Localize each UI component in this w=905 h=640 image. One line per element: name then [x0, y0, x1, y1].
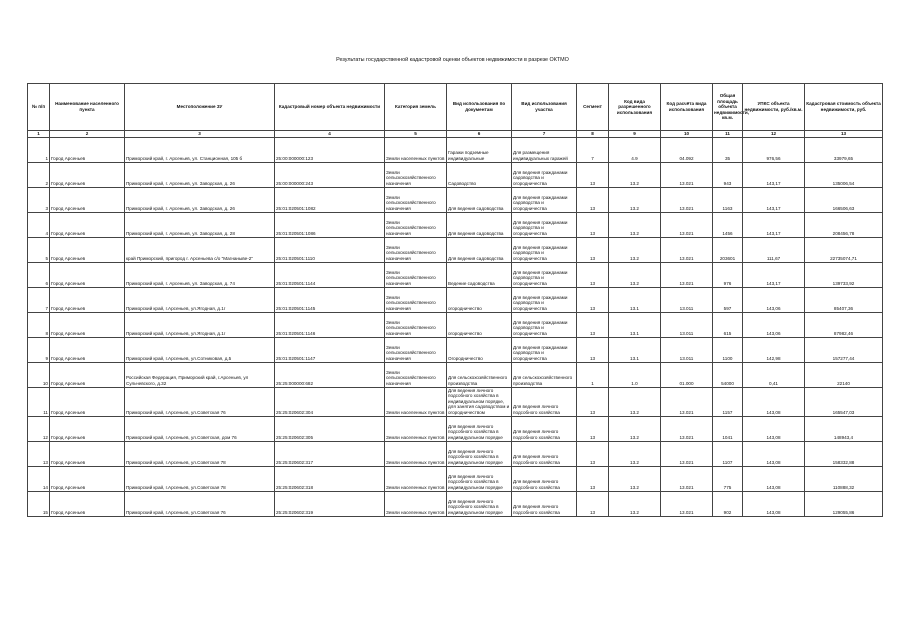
segment-cell: 13	[577, 312, 609, 337]
calculation-code-cell: 13.021	[661, 262, 713, 287]
settlement-cell: Город Арсеньев	[50, 466, 125, 491]
land-category-cell: Земли населенных пунктов	[385, 416, 447, 441]
settlement-cell: Город Арсеньев	[50, 137, 125, 162]
cadastral-number-cell: 25:25:020602:305	[275, 416, 385, 441]
table-row	[28, 162, 883, 187]
location-cell: Приморский край, г.Арсеньев, ул.Сотниковая, д.5	[125, 337, 275, 362]
lot-use-cell: Для ведения гражданами садоводства и огородничества	[512, 337, 577, 362]
land-category-cell: Земли сельскохозяйственного назначения	[385, 337, 447, 362]
use-by-documents-cell: Для сельскохозяйственного производства	[447, 362, 512, 387]
permitted-use-code-cell: 13.1	[609, 337, 661, 362]
column-header: Код расчёта вида использования	[661, 84, 713, 131]
land-category-cell: Земли сельскохозяйственного назначения	[385, 212, 447, 237]
permitted-use-code-cell: 13.2	[609, 237, 661, 262]
row-number: 7	[28, 287, 50, 312]
cadastral-number-cell: 25:25:020602:317	[275, 441, 385, 466]
area-cell: 902	[713, 491, 743, 516]
lot-use-cell: Для ведения личного подсобного хозяйства	[512, 491, 577, 516]
column-header: Категория земель	[385, 84, 447, 131]
table-body	[28, 137, 883, 516]
use-by-documents-cell: Для ведения личного подсобного хозяйства в индивидуальном порядке	[447, 441, 512, 466]
cadastral-number-cell: 25:25:020602:319	[275, 491, 385, 516]
location-cell: край Приморский, пригород г. Арсеньева с/о "Магнаныве-2"	[125, 237, 275, 262]
use-by-documents-cell: Для ведения личного подсобного хозяйства в индивидуальном порядке	[447, 466, 512, 491]
area-cell: 1456	[713, 212, 743, 237]
land-category-cell: Земли населенных пунктов	[385, 441, 447, 466]
segment-cell: 13	[577, 337, 609, 362]
location-cell: Приморский край, г.Арсеньев, ул.Советская 78	[125, 441, 275, 466]
row-number: 1	[28, 137, 50, 162]
segment-cell: 13	[577, 162, 609, 187]
specific-value-cell: 143,17	[743, 162, 805, 187]
specific-value-cell: 143,06	[743, 287, 805, 312]
land-category-cell: Земли населенных пунктов	[385, 137, 447, 162]
area-cell: 1100	[713, 337, 743, 362]
table-row	[28, 416, 883, 441]
table-row	[28, 491, 883, 516]
segment-cell: 13	[577, 212, 609, 237]
settlement-cell: Город Арсеньев	[50, 337, 125, 362]
column-number: 3	[125, 131, 275, 138]
area-cell: 976	[713, 262, 743, 287]
cadastral-value-cell: 33979,65	[805, 137, 883, 162]
location-cell: Приморский край, г. Арсеньев, ул. Заводская, д. 26	[125, 187, 275, 212]
cadastral-value-cell: 22140	[805, 362, 883, 387]
table-row	[28, 362, 883, 387]
row-number: 8	[28, 312, 50, 337]
table-row	[28, 466, 883, 491]
cadastral-number-cell: 25:25:000000:682	[275, 362, 385, 387]
use-by-documents-cell: Ведение садоводства	[447, 262, 512, 287]
segment-cell: 1	[577, 362, 609, 387]
column-header: Вид использования участка	[512, 84, 577, 131]
calculation-code-cell: 13.021	[661, 387, 713, 416]
lot-use-cell: Для ведения гражданами садоводства и огородничества	[512, 212, 577, 237]
column-number: 9	[609, 131, 661, 138]
cadastral-value-cell: 158332,88	[805, 441, 883, 466]
segment-cell: 13	[577, 416, 609, 441]
column-number: 2	[50, 131, 125, 138]
specific-value-cell: 143,06	[743, 312, 805, 337]
specific-value-cell: 976,56	[743, 137, 805, 162]
permitted-use-code-cell: 13.2	[609, 491, 661, 516]
use-by-documents-cell: Гаражи подземные индивидуальные	[447, 137, 512, 162]
permitted-use-code-cell: 13.2	[609, 416, 661, 441]
calculation-code-cell: 13.021	[661, 212, 713, 237]
land-category-cell: Земли сельскохозяйственного назначения	[385, 237, 447, 262]
row-number: 4	[28, 212, 50, 237]
table-row	[28, 237, 883, 262]
column-header: Вид использования по документам	[447, 84, 512, 131]
land-category-cell: Земли сельскохозяйственного назначения	[385, 362, 447, 387]
land-category-cell: Земли сельскохозяйственного назначения	[385, 162, 447, 187]
permitted-use-code-cell: 13.2	[609, 212, 661, 237]
table-row	[28, 137, 883, 162]
segment-cell: 13	[577, 237, 609, 262]
area-cell: 597	[713, 287, 743, 312]
segment-cell: 13	[577, 466, 609, 491]
row-number: 3	[28, 187, 50, 212]
settlement-cell: Город Арсеньев	[50, 362, 125, 387]
column-number: 11	[713, 131, 743, 138]
settlement-cell: Город Арсеньев	[50, 287, 125, 312]
use-by-documents-cell: Для ведения личного подсобного хозяйства в индивидуальном порядке, для занятия садоводством и огородничеством	[447, 387, 512, 416]
area-cell: 615	[713, 312, 743, 337]
column-header: № п/п	[28, 84, 50, 131]
cadastral-number-cell: 25:01:020501:1144	[275, 262, 385, 287]
specific-value-cell: 111,67	[743, 237, 805, 262]
use-by-documents-cell: Для ведения личного подсобного хозяйства в индивидуальном порядке	[447, 416, 512, 441]
calculation-code-cell: 13.021	[661, 237, 713, 262]
cadastral-number-cell: 25:25:020602:318	[275, 466, 385, 491]
permitted-use-code-cell: 13.2	[609, 162, 661, 187]
specific-value-cell: 143,08	[743, 441, 805, 466]
settlement-cell: Город Арсеньев	[50, 387, 125, 416]
specific-value-cell: 143,08	[743, 466, 805, 491]
settlement-cell: Город Арсеньев	[50, 416, 125, 441]
land-category-cell: Земли сельскохозяйственного назначения	[385, 187, 447, 212]
row-number: 6	[28, 262, 50, 287]
cadastral-value-cell: 166506,63	[805, 187, 883, 212]
row-number: 15	[28, 491, 50, 516]
column-header: УПКС объекта недвижимости, руб./кв.м.	[743, 84, 805, 131]
calculation-code-cell: 13.021	[661, 441, 713, 466]
cadastral-value-cell: 157277,44	[805, 337, 883, 362]
segment-cell: 13	[577, 262, 609, 287]
column-number: 5	[385, 131, 447, 138]
location-cell: Приморский край, г.Арсеньев, ул.Ягодная, д.1г	[125, 312, 275, 337]
location-cell: Приморский край, г.Арсеньев, ул.Советская 76	[125, 491, 275, 516]
permitted-use-code-cell: 13.2	[609, 441, 661, 466]
calculation-code-cell: 13.021	[661, 187, 713, 212]
use-by-documents-cell: Садоводство	[447, 162, 512, 187]
lot-use-cell: Для ведения гражданами садоводства и огородничества	[512, 262, 577, 287]
lot-use-cell: Для ведения личного подсобного хозяйства	[512, 416, 577, 441]
column-number: 13	[805, 131, 883, 138]
use-by-documents-cell: огородничество	[447, 287, 512, 312]
segment-cell: 13	[577, 491, 609, 516]
location-cell: Приморский край, г. Арсеньев, ул. Заводская, д. 26	[125, 162, 275, 187]
table-row	[28, 441, 883, 466]
cadastral-number-cell: 25:25:020602:304	[275, 387, 385, 416]
specific-value-cell: 143,17	[743, 212, 805, 237]
calculation-code-cell: 01.000	[661, 362, 713, 387]
cadastral-number-cell: 25:00:000000:123	[275, 137, 385, 162]
specific-value-cell: 143,17	[743, 187, 805, 212]
cadastral-number-cell: 25:01:020501:1082	[275, 187, 385, 212]
column-header: Общая площадь объекта недвижимости, кв.м.	[713, 84, 743, 131]
settlement-cell: Город Арсеньев	[50, 212, 125, 237]
area-cell: 1163	[713, 187, 743, 212]
cadastral-value-cell: 22735074,71	[805, 237, 883, 262]
segment-cell: 7	[577, 137, 609, 162]
permitted-use-code-cell: 13.1	[609, 287, 661, 312]
cadastral-value-cell: 165547,03	[805, 387, 883, 416]
permitted-use-code-cell: 13.2	[609, 262, 661, 287]
row-number: 13	[28, 441, 50, 466]
location-cell: Приморский край, г.Арсеньев, ул.Советская 78	[125, 466, 275, 491]
column-header: Кадастровый номер объекта недвижимости	[275, 84, 385, 131]
column-header: Наименование населенного пункта	[50, 84, 125, 131]
use-by-documents-cell: Для ведения садоводства	[447, 187, 512, 212]
calculation-code-cell: 04.092	[661, 137, 713, 162]
area-cell: 203601	[713, 237, 743, 262]
row-number: 11	[28, 387, 50, 416]
table-row	[28, 287, 883, 312]
lot-use-cell: Для размещения индивидуальных гаражей	[512, 137, 577, 162]
column-number: 1	[28, 131, 50, 138]
permitted-use-code-cell: 1.0	[609, 362, 661, 387]
calculation-code-cell: 13.011	[661, 287, 713, 312]
cadastral-value-cell: 110888,32	[805, 466, 883, 491]
specific-value-cell: 142,98	[743, 337, 805, 362]
segment-cell: 13	[577, 287, 609, 312]
calculation-code-cell: 13.011	[661, 312, 713, 337]
area-cell: 54000	[713, 362, 743, 387]
segment-cell: 13	[577, 387, 609, 416]
column-header: Кадастровая стоимость объекта недвижимости, руб.	[805, 84, 883, 131]
land-category-cell: Земли сельскохозяйственного назначения	[385, 287, 447, 312]
land-category-cell: Земли населенных пунктов	[385, 466, 447, 491]
cadastral-value-cell: 139733,92	[805, 262, 883, 287]
permitted-use-code-cell: 13.1	[609, 312, 661, 337]
permitted-use-code-cell: 13.2	[609, 466, 661, 491]
column-number: 4	[275, 131, 385, 138]
row-number: 14	[28, 466, 50, 491]
column-number-row	[28, 131, 883, 138]
cadastral-number-cell: 25:01:020501:1147	[275, 337, 385, 362]
permitted-use-code-cell: 13.2	[609, 387, 661, 416]
settlement-cell: Город Арсеньев	[50, 312, 125, 337]
calculation-code-cell: 13.021	[661, 491, 713, 516]
cadastral-number-cell: 25:01:020501:1086	[275, 212, 385, 237]
area-cell: 35	[713, 137, 743, 162]
cadastral-number-cell: 25:00:000000:243	[275, 162, 385, 187]
area-cell: 1041	[713, 416, 743, 441]
specific-value-cell: 143,08	[743, 491, 805, 516]
permitted-use-code-cell: 4.9	[609, 137, 661, 162]
cadastral-table	[27, 83, 883, 517]
table-row	[28, 337, 883, 362]
use-by-documents-cell: огородничество	[447, 312, 512, 337]
row-number: 12	[28, 416, 50, 441]
row-number: 2	[28, 162, 50, 187]
specific-value-cell: 143,08	[743, 387, 805, 416]
calculation-code-cell: 13.011	[661, 337, 713, 362]
location-cell: Приморский край, г.Арсеньев, ул.Ягодная, д.1г	[125, 287, 275, 312]
column-number: 7	[512, 131, 577, 138]
lot-use-cell: Для ведения гражданами садоводства и огородничества	[512, 162, 577, 187]
specific-value-cell: 143,17	[743, 262, 805, 287]
land-category-cell: Земли населенных пунктов	[385, 387, 447, 416]
cadastral-number-cell: 25:01:020501:1146	[275, 312, 385, 337]
column-number: 12	[743, 131, 805, 138]
cadastral-value-cell: 208456,78	[805, 212, 883, 237]
land-category-cell: Земли сельскохозяйственного назначения	[385, 312, 447, 337]
location-cell: Российская Федерация, Приморский край, г.Арсеньев, ул Сульчевского, д.32	[125, 362, 275, 387]
header-row	[28, 84, 883, 131]
settlement-cell: Город Арсеньев	[50, 262, 125, 287]
column-number: 6	[447, 131, 512, 138]
lot-use-cell: Для ведения гражданами садоводства и огородничества	[512, 237, 577, 262]
column-header: Сегмент	[577, 84, 609, 131]
row-number: 10	[28, 362, 50, 387]
location-cell: Приморский край, г.Арсеньев, ул.Советская 76	[125, 387, 275, 416]
cadastral-value-cell: 87982,46	[805, 312, 883, 337]
row-number: 9	[28, 337, 50, 362]
calculation-code-cell: 13.021	[661, 466, 713, 491]
document-title: Результаты государственной кадастровой оценки объектов недвижимости в разрезе ОКТМО	[336, 57, 569, 63]
specific-value-cell: 143,08	[743, 416, 805, 441]
table-row	[28, 187, 883, 212]
lot-use-cell: Для ведения личного подсобного хозяйства	[512, 387, 577, 416]
location-cell: Приморский край, г. Арсеньев, ул. Заводская, д. 74	[125, 262, 275, 287]
area-cell: 1107	[713, 441, 743, 466]
settlement-cell: Город Арсеньев	[50, 187, 125, 212]
lot-use-cell: Для ведения личного подсобного хозяйства	[512, 466, 577, 491]
lot-use-cell: Для ведения гражданами садоводства и огородничества	[512, 287, 577, 312]
lot-use-cell: Для ведения личного подсобного хозяйства	[512, 441, 577, 466]
use-by-documents-cell: Для ведения садоводства	[447, 237, 512, 262]
location-cell: Приморский край, г. Арсеньев, ул. Станционная, 105 б	[125, 137, 275, 162]
cadastral-value-cell: 135006,54	[805, 162, 883, 187]
land-category-cell: Земли сельскохозяйственного назначения	[385, 262, 447, 287]
cadastral-number-cell: 25:01:020501:1145	[275, 287, 385, 312]
area-cell: 943	[713, 162, 743, 187]
row-number: 5	[28, 237, 50, 262]
settlement-cell: Город Арсеньев	[50, 491, 125, 516]
use-by-documents-cell: Огородничество	[447, 337, 512, 362]
table-row	[28, 387, 883, 416]
settlement-cell: Город Арсеньев	[50, 237, 125, 262]
lot-use-cell: Для ведения гражданами садоводства и огородничества	[512, 312, 577, 337]
area-cell: 775	[713, 466, 743, 491]
lot-use-cell: Для ведения гражданами садоводства и огородничества	[512, 187, 577, 212]
calculation-code-cell: 13.021	[661, 416, 713, 441]
cadastral-value-cell: 148943,4	[805, 416, 883, 441]
segment-cell: 13	[577, 187, 609, 212]
table-row	[28, 262, 883, 287]
calculation-code-cell: 13.021	[661, 162, 713, 187]
use-by-documents-cell: Для ведения садоводства	[447, 212, 512, 237]
permitted-use-code-cell: 13.2	[609, 187, 661, 212]
use-by-documents-cell: Для ведения личного подсобного хозяйства в индивидуальном порядке	[447, 491, 512, 516]
column-number: 8	[577, 131, 609, 138]
table-row	[28, 312, 883, 337]
cadastral-value-cell: 129055,86	[805, 491, 883, 516]
segment-cell: 13	[577, 441, 609, 466]
column-header: Код вида разрешенного использования	[609, 84, 661, 131]
location-cell: Приморский край, г.Арсеньев, ул.Советская, дом 76	[125, 416, 275, 441]
settlement-cell: Город Арсеньев	[50, 162, 125, 187]
cadastral-number-cell: 25:01:020501:1110	[275, 237, 385, 262]
specific-value-cell: 0,41	[743, 362, 805, 387]
cadastral-value-cell: 85407,36	[805, 287, 883, 312]
settlement-cell: Город Арсеньев	[50, 441, 125, 466]
column-header: Местоположение ЗУ	[125, 84, 275, 131]
area-cell: 1157	[713, 387, 743, 416]
table-row	[28, 212, 883, 237]
location-cell: Приморский край, г. Арсеньев, ул. Заводская, д. 28	[125, 212, 275, 237]
lot-use-cell: Для сельскохозяйственного производства	[512, 362, 577, 387]
column-number: 10	[661, 131, 713, 138]
land-category-cell: Земли населенных пунктов	[385, 491, 447, 516]
